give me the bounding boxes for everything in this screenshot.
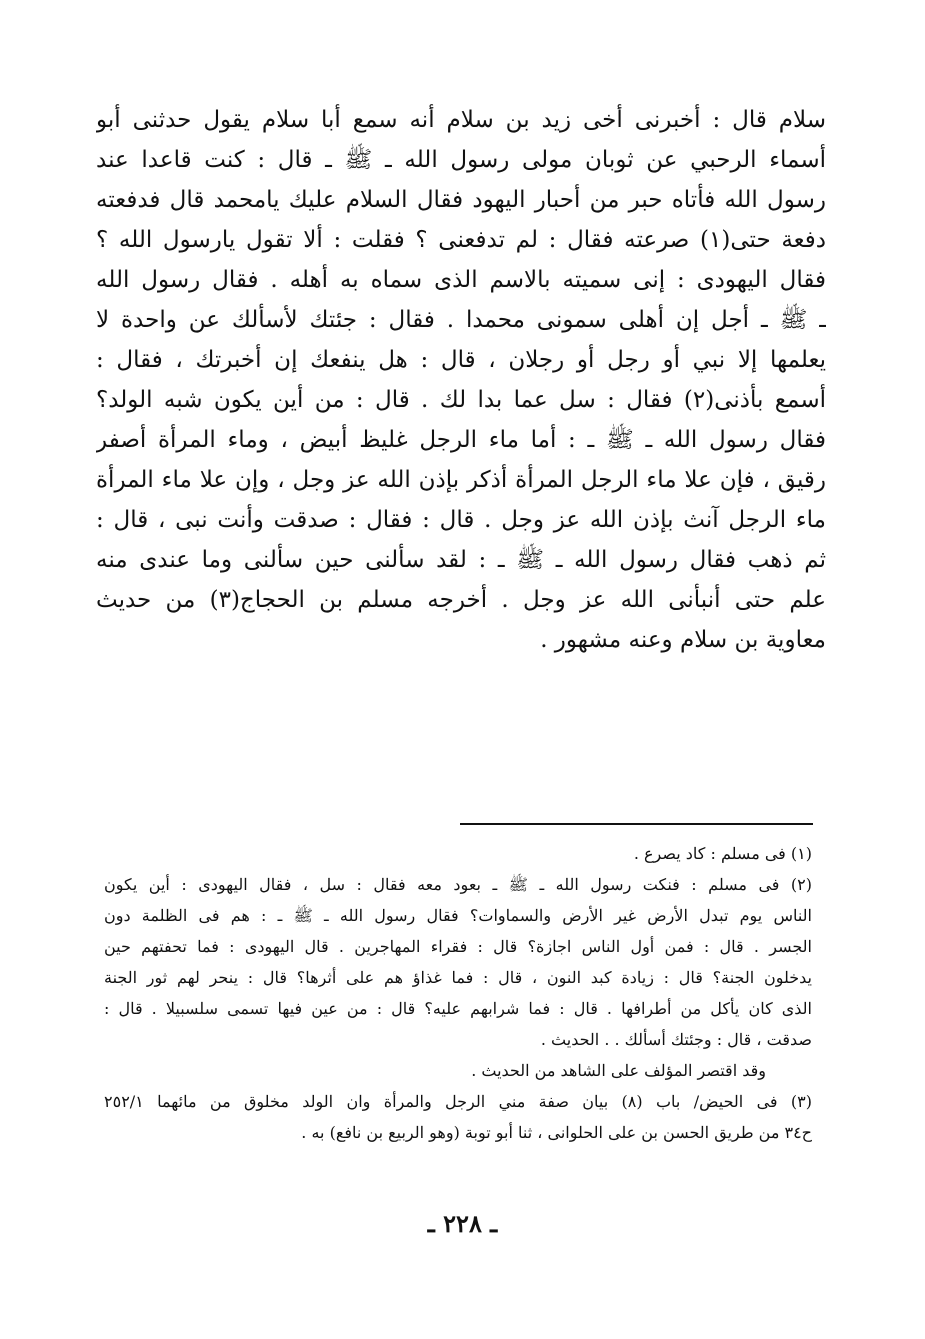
main-text-line: معاوية بن سلام وعنه مشهور . (540, 627, 826, 653)
footnote-line: صدقت ، قال : وجئتك أسألك . . الحديث . (540, 1030, 812, 1049)
main-text-line: ثم ذهب فقال رسول الله ـ ﷺ ـ : لقد سألنى حين سألنى وما عندى منه (96, 547, 826, 573)
main-text-line: أسماء الرحبي عن ثوبان مولى رسول الله ـ ﷺ ـ قال : كنت قاعدا عند (96, 147, 826, 173)
main-text-line: سلام قال : أخبرنى أخى زيد بن سلام أنه سمع أبا سلام يقول حدثنى أبو (96, 107, 826, 133)
footnote-line: ح٣٤ من طريق الحسن بن على الحلوانى ، ثنا أبو توبة (وهو الربيع بن نافع) به . (301, 1123, 812, 1142)
main-text-line: فقال اليهودى : إنى سميته بالاسم الذى سماه به أهله . فقال رسول الله (96, 267, 826, 293)
main-text-line: رسول الله فأتاه حبر من أحبار اليهود فقال السلام عليك يامحمد قال فدفعته (96, 187, 826, 213)
main-text-line: ماء الرجل آنث بإذن الله عز وجل . قال : فقال : صدقت وأنت نبى ، قال : (96, 507, 826, 533)
footnote-line: وقد اقتصر المؤلف على الشاهد من الحديث . (471, 1061, 766, 1080)
main-text-line: علم حتى أنبأنى الله عز وجل . أخرجه مسلم بن الحجاج(٣) من حديث (96, 587, 826, 613)
main-text-line: رقيق ، فإن علا ماء الرجل المرأة أذكر بإذن الله عز وجل ، وإن علا ماء المرأة (96, 467, 826, 493)
footnote-line: (٢) فى مسلم : فنكت رسول الله ـ ﷺ ـ بعود معه فقال : سل ، فقال اليهودى : أين يكون (104, 875, 812, 894)
main-text-line: ـ ﷺ ـ أجل إن أهلى سمونى محمدا . فقال : جئتك لأسألك عن واحدة لا (96, 307, 826, 333)
main-text-body (96, 100, 826, 660)
main-text-line: فقال رسول الله ـ ﷺ ـ : أما ماء الرجل غليظ أبيض ، وماء المرأة أصفر (96, 427, 826, 453)
page-number: ـ ٢٢٨ ـ (427, 1209, 498, 1238)
footnote-line: الذى كان يأكل من أطرافها . قال : فما شرابهم عليه؟ قال : من عين فيها تسمى سلسبيلا . قال : (104, 999, 812, 1018)
footnote-line: الجسر . قال : فمن أول الناس اجازة؟ قال : فقراء المهاجرين . قال اليهودى : فما تحفتهم حين (104, 937, 812, 956)
footnote-line: الناس يوم تبدل الأرض غير الأرض والسماوات؟ فقال رسول الله ـ ﷺ ـ : هم فى الظلمة دون (104, 906, 812, 925)
footnote-line: (١) فى مسلم : كاد يصرع . (633, 844, 812, 863)
main-text-line: دفعة حتى(١) صرعته فقال : لم تدفعنى ؟ فقلت : ألا تقول يارسول الله ؟ (96, 227, 826, 253)
main-text-line: أسمع بأذنى(٢) فقال : سل عما بدا لك . قال : من أين يكون شبه الولد؟ (96, 387, 826, 413)
footnotes (104, 838, 812, 1148)
footnote-line: (٣) فى الحيض/ باب (٨) بيان صفة مني الرجل والمرأة وان الولد مخلوق من مائهما ٢٥٢/١ (104, 1092, 812, 1111)
footnote-line: يدخلون الجنة؟ قال : زيادة كبد النون ، قال : فما غذاؤ هم على أثرها؟ قال : ينحر لهم ثور الجنة (104, 968, 812, 987)
main-text-line: يعلمها إلا نبي أو رجل أو رجلان ، قال : هل ينفعك إن أخبرتك ، فقال : (96, 347, 826, 373)
footnote-separator (460, 823, 813, 825)
